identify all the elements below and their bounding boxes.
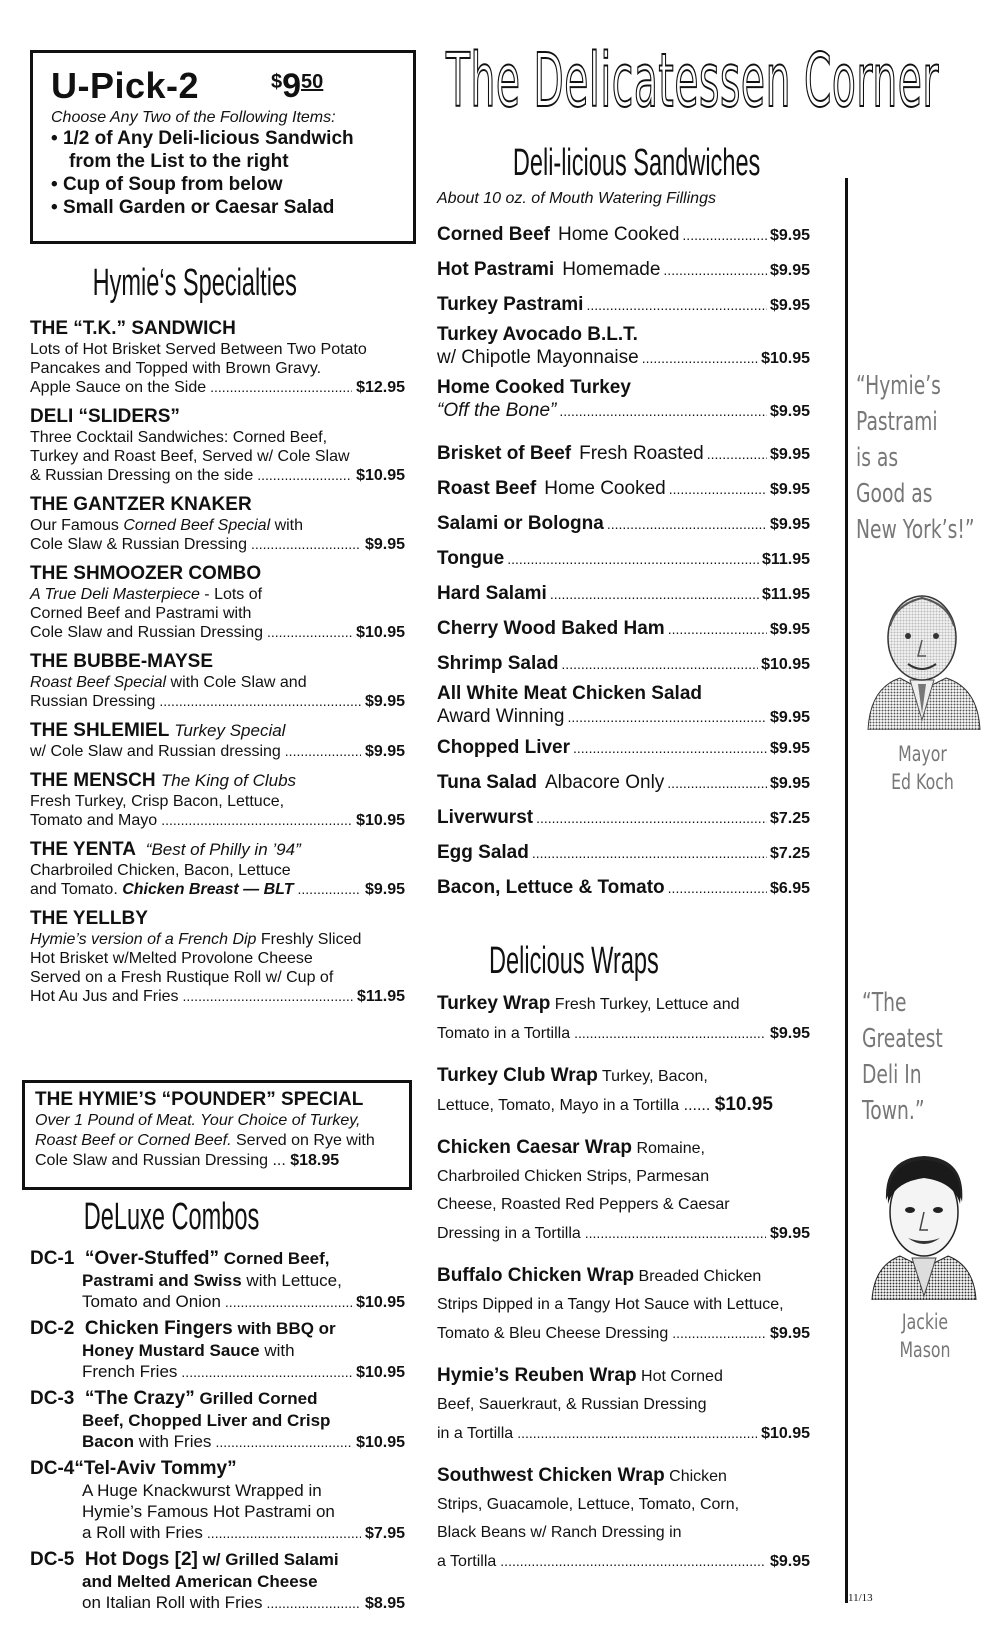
menu-item: Shrimp Salad ..... $10.95: [437, 647, 810, 682]
wrap-item: Turkey Wrap Fresh Turkey, Lettuce and Tomato in a Tortilla ..... $9.95: [437, 990, 810, 1048]
menu-item: Egg Salad ..... $7.25: [437, 836, 810, 871]
wrap-item: Southwest Chicken Wrap Chicken Strips, Guacamole, Lettuce, Tomato, Corn, Black Beans w/ Ranch Dressing in a Tortilla ..... $9.95: [437, 1462, 810, 1576]
price: $9.95: [769, 1025, 810, 1042]
price: $9.95: [364, 536, 405, 553]
price: $9.95: [769, 709, 810, 726]
price: $10.95: [356, 467, 405, 484]
price: $7.95: [364, 1525, 405, 1542]
price: $9.95: [769, 1325, 810, 1342]
menu-item: THE MENSCH The King of Clubs Fresh Turkey, Crisp Bacon, Lettuce, Tomato and Mayo ..... $10.95: [30, 770, 405, 830]
pounder-special-box: THE HYMIE’S “POUNDER” SPECIAL Over 1 Pound of Meat. Your Choice of Turkey, Roast Beef or Corned Beef. Served on Rye with Cole Slaw and Russian Dressing ... $18.95: [22, 1080, 412, 1190]
print-date: 11/13: [848, 1592, 873, 1604]
column-divider: [845, 178, 848, 1603]
list-item: • 1/2 of Any Deli-licious Sandwich: [51, 127, 395, 150]
menu-item: Tongue ..... $11.95: [437, 542, 810, 577]
price: $9.95: [769, 516, 810, 533]
mason-quote: “The Greatest Deli In Town.”: [862, 988, 943, 1126]
price: $10.95: [356, 1364, 405, 1381]
price: $9.95: [769, 621, 810, 638]
combos-list: [30, 1248, 405, 1619]
wrap-item: Buffalo Chicken Wrap Breaded Chicken Strips Dipped in a Tangy Hot Sauce with Lettuce, Tomato & Bleu Cheese Dressing ..... $9.95: [437, 1262, 810, 1348]
price: $9.95: [769, 403, 810, 420]
upick-list: [51, 127, 395, 219]
price: $10.95: [761, 350, 810, 367]
mason-caption: Jackie Mason: [899, 1310, 951, 1362]
price: $7.25: [769, 810, 810, 827]
menu-item: Liverwurst ..... $7.25: [437, 801, 810, 836]
price: $10.95: [761, 656, 810, 673]
sandwiches-list: [437, 218, 810, 906]
price: $10.95: [356, 1294, 405, 1311]
koch-caption: Mayor Ed Koch: [891, 742, 954, 794]
wraps-list: [437, 990, 810, 1590]
combo-item: DC-2 Chicken Fingers with BBQ or Honey Mustard Sauce with French Fries ..... $10.95: [30, 1318, 405, 1383]
price: $9.95: [769, 297, 810, 314]
menu-item: Turkey Pastrami ..... $9.95: [437, 288, 810, 323]
price: $7.25: [769, 845, 810, 862]
price: $9.95: [769, 1553, 810, 1570]
specialties-list: [30, 318, 405, 1015]
price: $9.95: [769, 262, 810, 279]
menu-item: Hot Pastrami Homemade ..... $9.95: [437, 253, 810, 288]
price: $10.95: [356, 812, 405, 829]
upick-price: $950: [271, 67, 324, 105]
menu-item: THE BUBBE-MAYSE Roast Beef Special with Cole Slaw and Russian Dressing ..... $9.95: [30, 651, 405, 711]
combo-item: DC-5 Hot Dogs [2] w/ Grilled Salami and Melted American Cheese on Italian Roll with Fries ..... $8.95: [30, 1549, 405, 1614]
price: $9.95: [769, 740, 810, 757]
combo-item: DC-3 “The Crazy” Grilled Corned Beef, Chopped Liver and Crisp Bacon with Fries ..... $10.95: [30, 1388, 405, 1453]
price: $9.95: [769, 775, 810, 792]
menu-item: Corned Beef Home Cooked ..... $9.95: [437, 218, 810, 253]
price: $9.95: [769, 481, 810, 498]
menu-item: Home Cooked Turkey “Off the Bone” ..... $9.95: [437, 376, 810, 423]
menu-item: Roast Beef Home Cooked ..... $9.95: [437, 472, 810, 507]
wraps-heading: Delicious Wraps: [489, 940, 659, 982]
jackie-mason-portrait: [868, 1150, 980, 1300]
page-title: The Delicatessen Corner: [446, 38, 940, 124]
wrap-item: Turkey Club Wrap Turkey, Bacon, Lettuce, Tomato, Mayo in a Tortilla ...... $10.95: [437, 1065, 773, 1115]
price: $11.95: [761, 586, 810, 603]
price: $10.95: [714, 1094, 773, 1115]
list-item: from the List to the right: [69, 151, 289, 172]
combo-item: DC-4“Tel-Aviv Tommy” A Huge Knackwurst Wrapped in Hymie’s Famous Hot Pastrami on a Roll with Fries ..... $7.95: [30, 1458, 405, 1544]
menu-item: Brisket of Beef Fresh Roasted ..... $9.95: [437, 437, 810, 472]
price: $11.95: [356, 988, 405, 1005]
sandwiches-heading: Deli-licious Sandwiches: [512, 142, 761, 184]
price: $9.95: [769, 227, 810, 244]
menu-item: THE SHLEMIEL Turkey Special w/ Cole Slaw and Russian dressing ..... $9.95: [30, 720, 405, 761]
price: $8.95: [364, 1595, 405, 1612]
menu-item: Tuna Salad Albacore Only ..... $9.95: [437, 766, 810, 801]
price: $9.95: [364, 743, 405, 760]
menu-item: Bacon, Lettuce & Tomato ..... $6.95: [437, 871, 810, 906]
menu-item: THE “T.K.” SANDWICH Lots of Hot Brisket Served Between Two Potato Pancakes and Topped with Brown Gravy. Apple Sauce on the Side ..... $12.95: [30, 318, 405, 397]
price: $10.95: [356, 1434, 405, 1451]
price: $6.95: [769, 880, 810, 897]
price: $18.95: [290, 1152, 340, 1169]
list-item: • Cup of Soup from below: [51, 173, 395, 196]
combos-heading: DeLuxe Combos: [83, 1196, 260, 1238]
price: $9.95: [364, 693, 405, 710]
ed-koch-portrait: [860, 580, 985, 730]
wrap-item: Hymie’s Reuben Wrap Hot Corned Beef, Sauerkraut, & Russian Dressing in a Tortilla ..... $10.95: [437, 1362, 810, 1448]
price: $9.95: [769, 446, 810, 463]
menu-item: Turkey Avocado B.L.T. w/ Chipotle Mayonnaise ..... $10.95: [437, 323, 810, 370]
upick-title: U-Pick-2: [51, 65, 200, 106]
price: $10.95: [356, 624, 405, 641]
menu-item: All White Meat Chicken Salad Award Winning ..... $9.95: [437, 682, 810, 729]
combo-item: DC-1 “Over-Stuffed” Corned Beef, Pastrami and Swiss with Lettuce, Tomato and Onion ..... $10.95: [30, 1248, 405, 1313]
price: $10.95: [761, 1425, 810, 1442]
price: $12.95: [356, 379, 405, 396]
price: $11.95: [761, 551, 810, 568]
menu-item: Salami or Bologna ..... $9.95: [437, 507, 810, 542]
price: $9.95: [364, 881, 405, 898]
upick-intro: Choose Any Two of the Following Items:: [51, 109, 336, 126]
menu-item: THE YELLBY Hymie’s version of a French Dip Freshly Sliced Hot Brisket w/Melted Provolone Cheese Served on a Fresh Rustique Roll w/ Cup of Hot Au Jus and Fries ..... $11.95: [30, 908, 405, 1006]
upick-box: [30, 50, 416, 244]
menu-item: THE YENTA “Best of Philly in ’94” Charbroiled Chicken, Bacon, Lettuce and Tomato. Chicken Breast — BLT ..... $9.95: [30, 839, 405, 899]
specialties-heading: Hymie‘s Specialties: [92, 262, 297, 304]
koch-quote: “Hymie’s Pastrami is as Good as New York’s!”: [856, 371, 975, 545]
menu-item: Chopped Liver ..... $9.95: [437, 731, 810, 766]
menu-item: Cherry Wood Baked Ham ..... $9.95: [437, 612, 810, 647]
menu-item: THE GANTZER KNAKER Our Famous Corned Beef Special with Cole Slaw & Russian Dressing ..... $9.95: [30, 494, 405, 554]
menu-item: Hard Salami ..... $11.95: [437, 577, 810, 612]
wrap-item: Chicken Caesar Wrap Romaine, Charbroiled Chicken Strips, Parmesan Cheese, Roasted Red Peppers & Caesar Dressing in a Tortilla ..... $9.95: [437, 1134, 810, 1248]
menu-item: THE SHMOOZER COMBO A True Deli Masterpiece - Lots of Corned Beef and Pastrami with Cole Slaw and Russian Dressing ..... $10.95: [30, 563, 405, 642]
list-item: • Small Garden or Caesar Salad: [51, 196, 395, 219]
sandwiches-subtitle: About 10 oz. of Mouth Watering Fillings: [437, 190, 716, 207]
price: $9.95: [769, 1225, 810, 1242]
menu-item: DELI “SLIDERS” Three Cocktail Sandwiches: Corned Beef, Turkey and Roast Beef, Served w/ Cole Slaw & Russian Dressing on the side ..... $10.95: [30, 406, 405, 485]
